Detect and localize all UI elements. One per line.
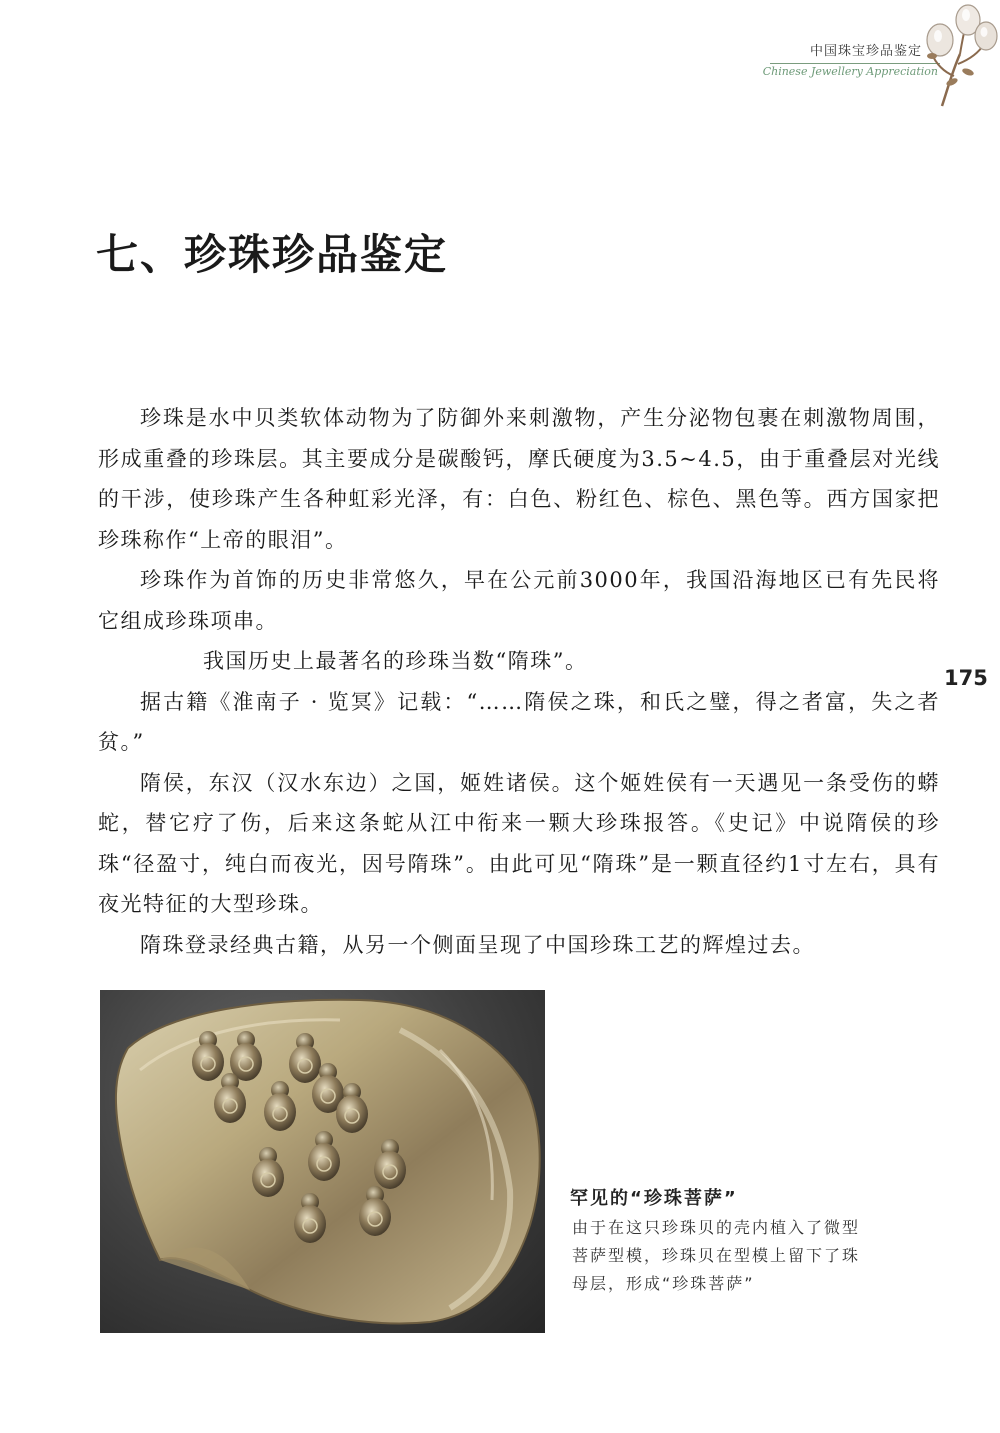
figure-caption-body: 由于在这只珍珠贝的壳内植入了微型菩萨型模，珍珠贝在型模上留下了珠母层，形成“珍珠菩萨” (572, 1218, 861, 1293)
paragraph: 珍珠是水中贝类软体动物为了防御外来刺激物，产生分泌物包裹在刺激物周围，形成重叠的珍珠层。其主要成分是碳酸钙，摩氏硬度为3.5~4.5，由于重叠层对光线的干涉，使珍珠产生各种虹彩光泽，有：白色、粉红色、棕色、黑色等。西方国家把珍珠称作“上帝的眼泪”。 (98, 406, 940, 552)
pearl-buddha-photo (100, 990, 545, 1333)
pearl-flower-icon (922, 2, 1000, 110)
pearl-shell-illustration (100, 990, 545, 1333)
figure-caption-title: 罕见的“珍珠菩萨” (570, 1188, 738, 1209)
paragraph: 珍珠作为首饰的历史非常悠久，早在公元前3000年，我国沿海地区已有先民将它组成珍珠项串。 (98, 568, 940, 633)
body-text (98, 398, 940, 965)
paragraph: 我国历史上最著名的珍珠当数“隋珠”。 (203, 649, 588, 673)
running-header (740, 0, 1000, 110)
header-divider (770, 63, 940, 64)
paragraph: 隋侯，东汉（汉水东边）之国，姬姓诸侯。这个姬姓侯有一天遇见一条受伤的蟒蛇，替它疗了伤，后来这条蛇从江中衔来一颗大珍珠报答。《史记》中说隋侯的珍珠“径盈寸，纯白而夜光，因号隋珠”。由此可见“隋珠”是一颗直径约1寸左右，具有夜光特征的大型珍珠。 (98, 770, 940, 916)
chapter-title: 七、珍珠珍品鉴定 (96, 230, 449, 279)
book-title: 中国珠宝珍品鉴定 (809, 44, 922, 59)
paragraph: 据古籍《淮南子 · 览冥》记载：“……隋侯之珠，和氏之璧，得之者富，失之者贫。” (98, 689, 940, 754)
paragraph: 隋珠登录经典古籍，从另一个侧面呈现了中国珍珠工艺的辉煌过去。 (140, 932, 815, 957)
page-number: 175 (944, 666, 988, 690)
book-subtitle: Chinese Jewellery Appreciation (762, 65, 938, 78)
